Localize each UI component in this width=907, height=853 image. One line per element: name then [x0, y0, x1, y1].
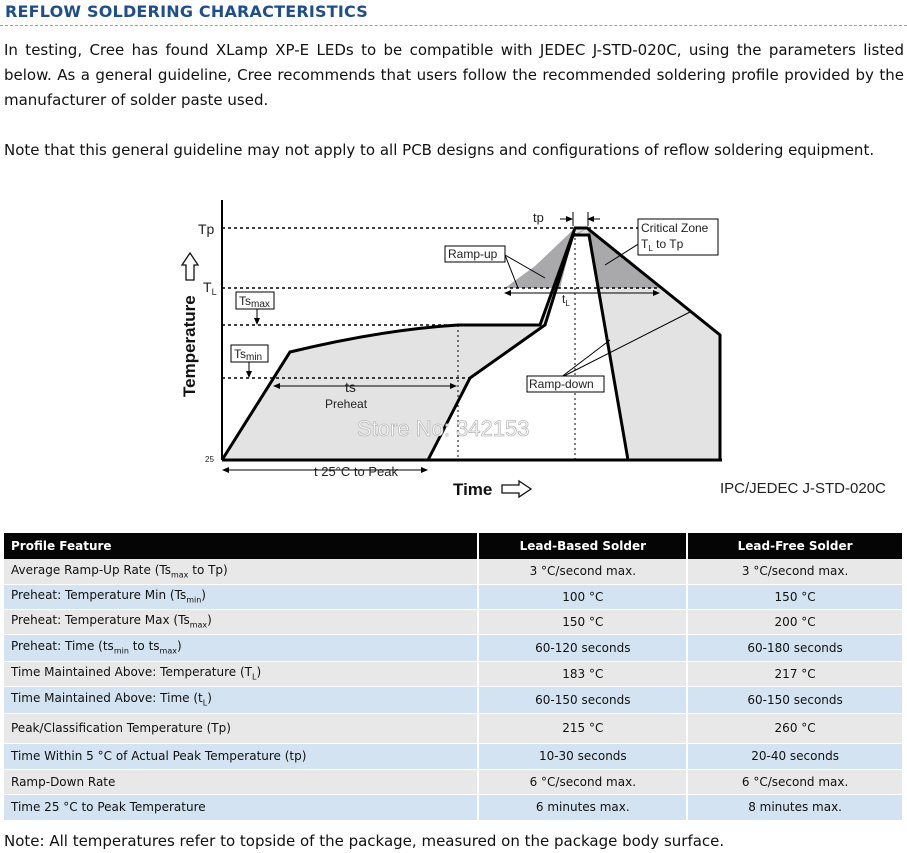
profile-feature-cell [4, 794, 478, 820]
lead-free-value: 200 °C [687, 609, 903, 634]
tp-axis-label: Tp [198, 221, 215, 237]
lead-based-value: 215 °C [478, 713, 687, 743]
footnote: Note: All temperatures refer to topside of the package, measured on the package body surface. [4, 832, 725, 850]
feature-text: ) [201, 588, 206, 603]
feature-text: Average Ramp-Up Rate (Ts [11, 563, 171, 578]
right-arrow-icon [502, 481, 531, 497]
feature-text: ) [207, 691, 212, 706]
table-row [4, 713, 903, 743]
subscript: L [252, 672, 257, 682]
profile-feature-cell [4, 634, 478, 661]
subscript: max [159, 646, 177, 656]
table-row [4, 769, 903, 794]
subscript: max [170, 570, 189, 580]
table-row [4, 686, 903, 713]
tl-time-label: $t_L$ [562, 292, 570, 308]
heading-divider [0, 25, 907, 26]
lead-based-value: 6 minutes max. [478, 794, 687, 820]
y-start-label: 25 [205, 455, 214, 464]
section-heading: REFLOW SOLDERING CHARACTERISTICS [5, 2, 368, 21]
ramp-down-label: Ramp-down [529, 377, 594, 391]
critical-zone-label-line2: $T_L$ to Tp [641, 237, 684, 253]
y-axis-label: Temperature [180, 295, 199, 397]
feature-text: ) [256, 665, 262, 680]
profile-feature-cell [4, 559, 478, 584]
profile-feature-cell [4, 713, 478, 743]
feature-text: Peak/Classification Temperature (Tp) [11, 721, 231, 735]
feature-text: Preheat: Time (ts [11, 639, 114, 654]
time-to-peak-label: t 25°C to Peak [314, 464, 398, 479]
feature-text: Time Within 5 °C of Actual Peak Temperature (tp) [11, 749, 307, 763]
feature-text: Preheat: Temperature Max (Ts [11, 613, 190, 628]
table-row [4, 634, 903, 661]
lead-free-value: 150 °C [687, 584, 903, 609]
feature-text: Time Maintained Above: Temperature (T [11, 665, 252, 680]
lead-free-value: 260 °C [687, 713, 903, 743]
preheat-label: Preheat [325, 397, 368, 411]
table-header-row [4, 533, 903, 559]
feature-text: to Tp) [188, 563, 228, 578]
lead-free-value: 6 °C/second max. [687, 769, 903, 794]
table-row [4, 743, 903, 769]
standard-label: IPC/JEDEC J-STD-020C [720, 480, 886, 497]
lead-based-value: 3 °C/second max. [478, 559, 687, 584]
lead-based-value: 10-30 seconds [478, 743, 687, 769]
lead-based-value: 60-120 seconds [478, 634, 687, 661]
lead-based-value: 183 °C [478, 661, 687, 686]
lead-based-value: 6 °C/second max. [478, 769, 687, 794]
header-lead-based: Lead-Based Solder [478, 533, 687, 559]
profile-feature-cell [4, 686, 478, 713]
profile-feature-cell [4, 584, 478, 609]
lead-free-value: 217 °C [687, 661, 903, 686]
tl-axis-label: $T_L$ [203, 279, 217, 297]
x-axis-label: Time [453, 480, 493, 499]
subscript: min [113, 646, 129, 656]
table-row [4, 661, 903, 686]
table-row [4, 559, 903, 584]
tsmax-label: Tsmax [239, 294, 270, 310]
tp-time-label: tp [533, 210, 544, 225]
reflow-profile-diagram [170, 200, 907, 505]
table-row [4, 794, 903, 820]
header-lead-free: Lead-Free Solder [687, 533, 903, 559]
lead-based-value: 150 °C [478, 609, 687, 634]
critical-zone-label-line1: Critical Zone [641, 221, 709, 235]
profile-feature-cell [4, 609, 478, 634]
table-row [4, 609, 903, 634]
feature-text: ) [207, 613, 212, 628]
feature-text: to ts [128, 639, 160, 654]
tsmin-label: Tsmin [234, 347, 263, 363]
ramp-up-label: Ramp-up [448, 247, 498, 261]
feature-text: Time Maintained Above: Time (t [11, 691, 203, 706]
lead-free-value: 60-150 seconds [687, 686, 903, 713]
profile-feature-cell [4, 769, 478, 794]
table-row [4, 584, 903, 609]
header-profile-feature: Profile Feature [4, 533, 478, 559]
lead-free-value: 3 °C/second max. [687, 559, 903, 584]
feature-text: Ramp-Down Rate [11, 774, 116, 789]
watermark-text: Store No: 342153 [357, 416, 530, 441]
feature-text: ) [176, 639, 182, 654]
subscript: L [202, 698, 208, 708]
lead-based-value: 60-150 seconds [478, 686, 687, 713]
profile-feature-cell [4, 743, 478, 769]
reflow-profile-table [4, 533, 904, 821]
subscript: min [186, 595, 202, 605]
profile-feature-cell [4, 661, 478, 686]
lead-free-value: 20-40 seconds [687, 743, 903, 769]
subscript: max [189, 620, 208, 630]
lead-free-value: 8 minutes max. [687, 794, 903, 820]
feature-text: Time 25 °C to Peak Temperature [11, 800, 206, 814]
table-body [4, 559, 903, 820]
feature-text: Preheat: Temperature Min (Ts [11, 588, 187, 603]
lead-based-value: 100 °C [478, 584, 687, 609]
lead-free-value: 60-180 seconds [687, 634, 903, 661]
pcb-note-paragraph: Note that this general guideline may not apply to all PCB designs and configurations of reflow soldering equipment. [4, 141, 875, 159]
ts-label: ts [345, 379, 356, 395]
up-arrow-icon [182, 253, 198, 280]
intro-paragraph: In testing, Cree has found XLamp XP-E LEDs to be compatible with JEDEC J-STD-020C, using the parameters listed below. As a general guideline, Cree recommends that users follow the recommended soldering profile provided by the manufacturer of solder paste used. [4, 41, 904, 109]
